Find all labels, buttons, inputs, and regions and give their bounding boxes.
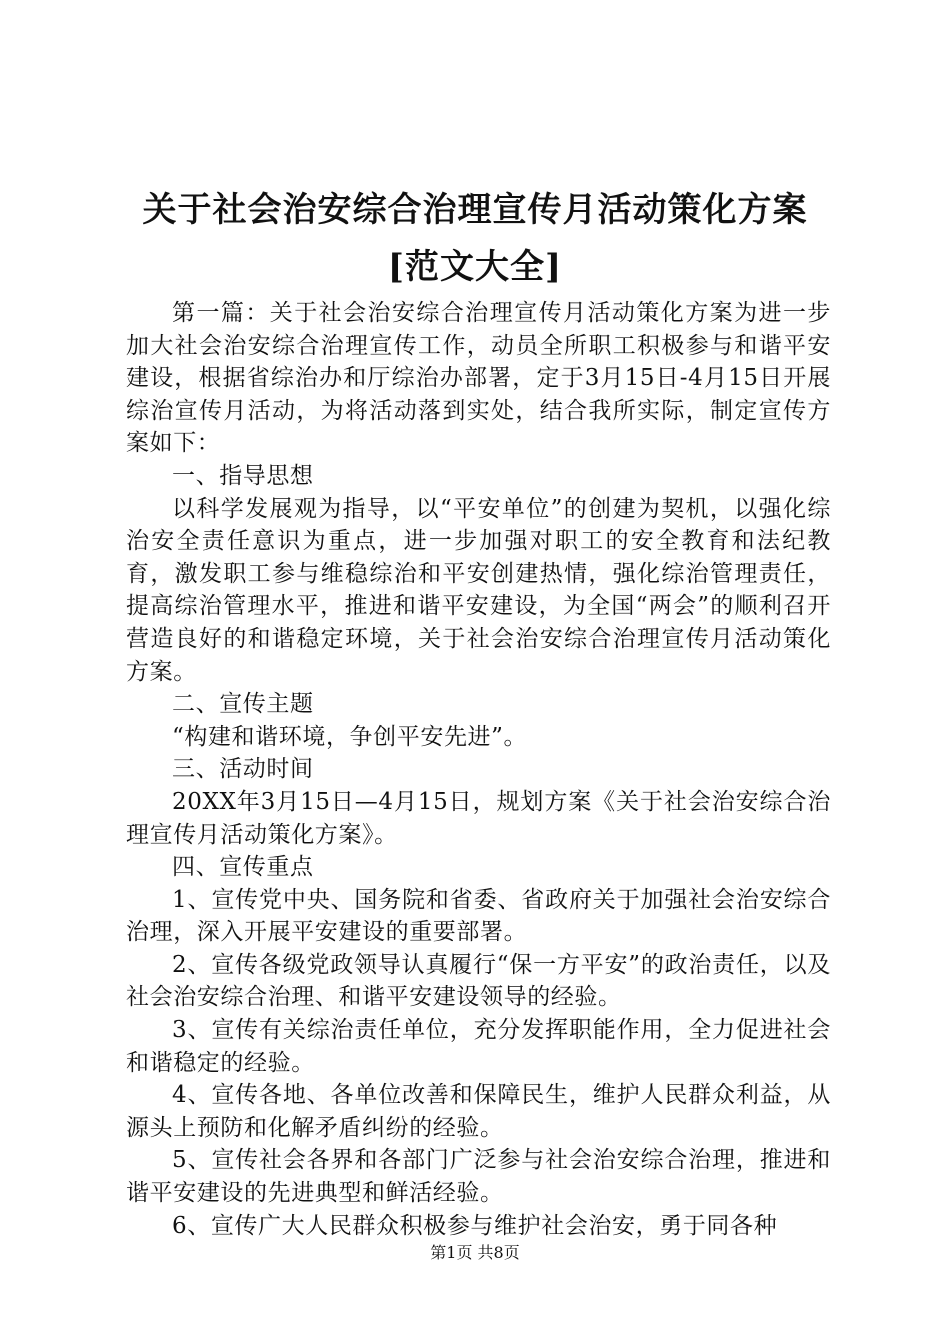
list-item: 1、宣传党中央、国务院和省委、省政府关于加强社会治安综合治理，深入开展平安建设的重要部署。 <box>126 886 831 946</box>
section-heading-key-points: 四、宣传重点 <box>172 854 314 881</box>
paragraph-activity-time: 20XX年3月15日—4月15日，规划方案《关于社会治安综合治理宣传月活动策化方案》。 <box>126 788 831 848</box>
list-item: 3、宣传有关综治责任单位，充分发挥职能作用，全力促进社会和谐稳定的经验。 <box>126 1017 831 1076</box>
list-item: 4、宣传各地、各单位改善和保障民生，维护人民群众利益，从源头上预防和化解矛盾纠纷的经验。 <box>126 1082 831 1141</box>
section-heading-activity-time: 三、活动时间 <box>172 756 314 783</box>
list-item: 2、宣传各级党政领导认真履行“保一方平安”的政治责任，以及社会治安综合治理、和谐平安建设领导的经验。 <box>126 951 831 1011</box>
list-item: 5、宣传社会各界和各部门广泛参与社会治安综合治理，推进和谐平安建设的先进典型和鲜活经验。 <box>126 1147 831 1207</box>
page-footer: 第1页 共8页 <box>430 1243 520 1262</box>
paragraph-guiding-thought: 以科学发展观为指导，以“平安单位”的创建为契机，以强化综治安全责任意识为重点，进一步加强对职工的安全教育和法纪教育，激发职工参与维稳综治和平安创建热情，强化综治管理责任，提高综治管理水平，推进和谐平安建设，为全国“两会”的顺利召开营造良好的和谐稳定环境，关于社会治安综合治理宣传月活动策化方案。 <box>126 495 831 685</box>
document-subtitle: [范文大全] <box>387 247 563 287</box>
section-heading-theme: 二、宣传主题 <box>172 691 314 718</box>
document-title: 关于社会治安综合治理宣传月活动策化方案 <box>142 190 808 230</box>
paragraph-theme: “构建和谐环境，争创平安先进”。 <box>172 723 528 750</box>
section-heading-guiding-thought: 一、指导思想 <box>172 462 314 489</box>
document-body <box>126 297 831 1242</box>
list-item: 6、宣传广大人民群众积极参与维护社会治安，勇于同各种 <box>172 1212 778 1239</box>
paragraph-intro: 第一篇：关于社会治安综合治理宣传月活动策化方案为进一步加大社会治安综合治理宣传工作，动员全所职工积极参与和谐平安建设，根据省综治办和厅综治办部署，定于3月15日-4月15日开展综治宣传月活动，为将活动落到实处，结合我所实际，制定宣传方案如下： <box>126 300 831 457</box>
